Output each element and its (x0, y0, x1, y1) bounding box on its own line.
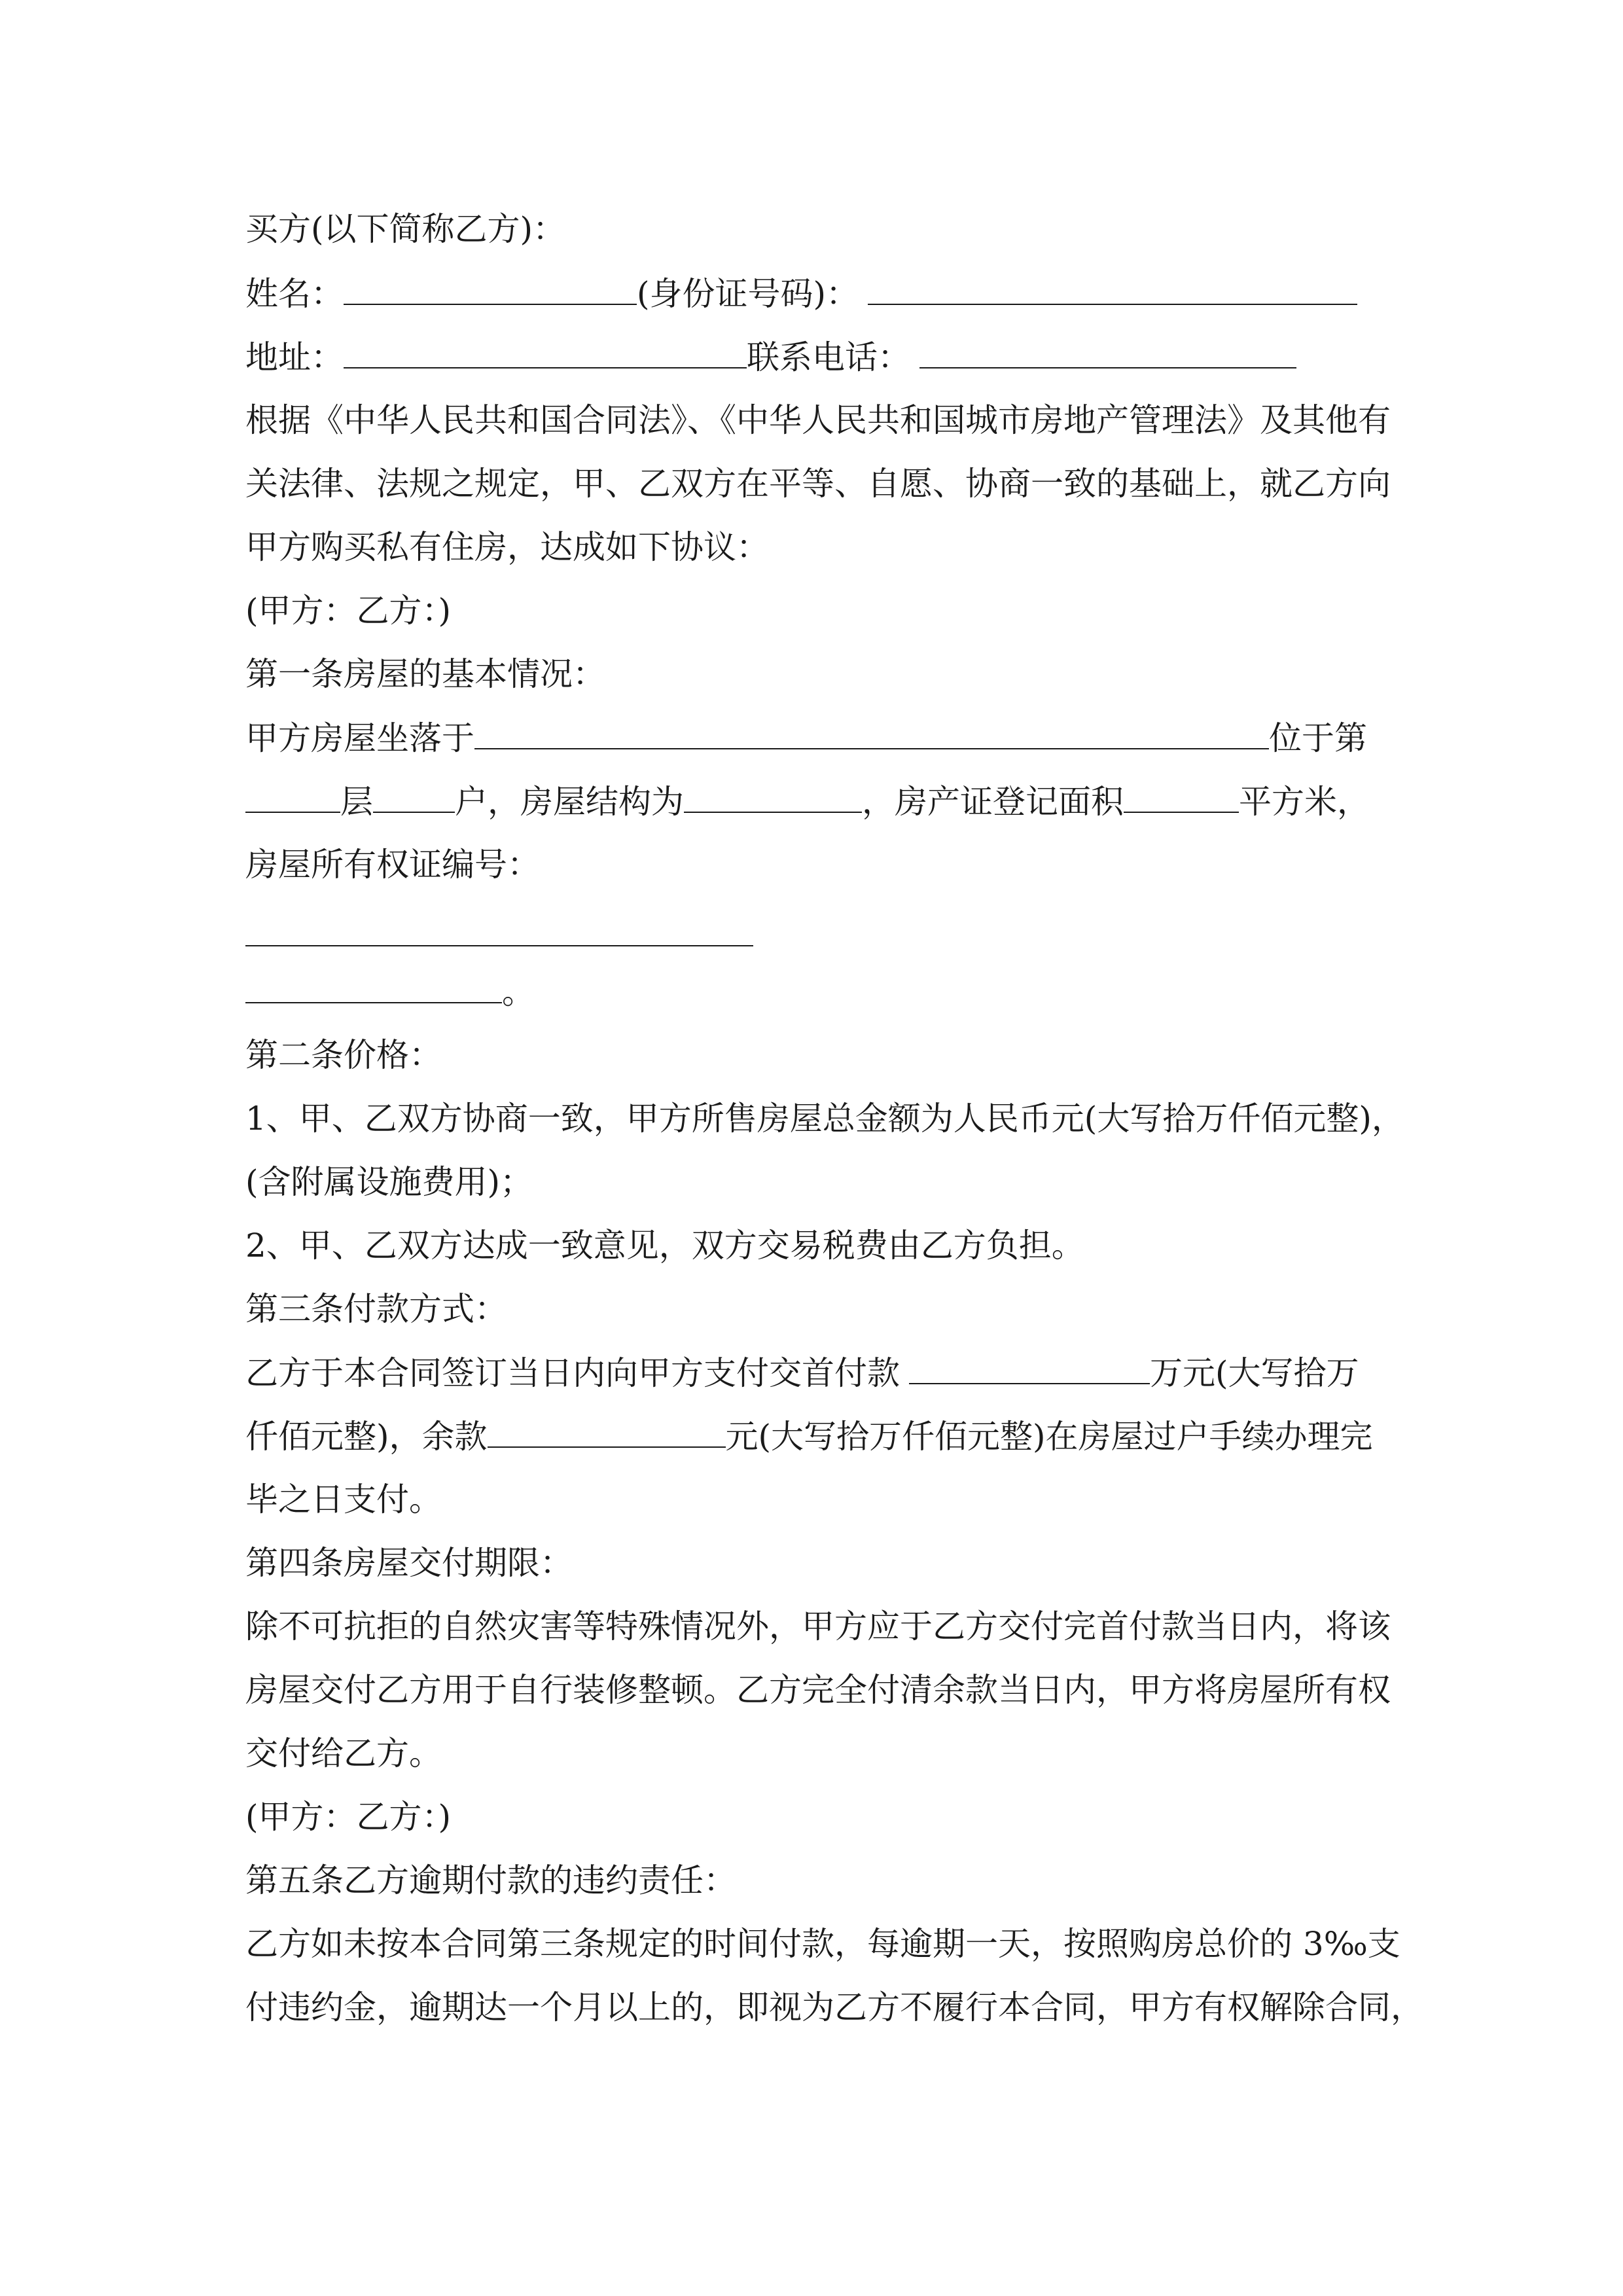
text: 。 (502, 973, 535, 1011)
text: 位于第 (1269, 719, 1367, 757)
name-label: 姓名： (245, 275, 344, 313)
buyer-heading (245, 209, 565, 249)
cert-end-line (245, 972, 535, 1012)
text: 层 (340, 783, 373, 821)
text: (含附属设施费用)； (245, 1163, 533, 1201)
payment-line (245, 1353, 1359, 1393)
text: 第三条付款方式： (245, 1290, 507, 1328)
text: 第四条房屋交付期限： (245, 1544, 573, 1582)
text: 交付给乙方。 (245, 1734, 442, 1772)
text: 关法律、法规之规定，甲、乙双方在平等、自愿、协商一致的基础上，就乙方向 (245, 465, 1391, 503)
para-line (245, 1480, 442, 1519)
article-heading (245, 1035, 442, 1075)
structure-blank[interactable] (684, 781, 862, 813)
payment-line (245, 1416, 1373, 1456)
article-heading (245, 655, 605, 694)
article-heading (245, 1289, 507, 1329)
text: 仟佰元整)，余款 (245, 1418, 488, 1456)
address-label: 地址： (245, 338, 344, 376)
text: 毕之日支付。 (245, 1480, 442, 1518)
text: 第一条房屋的基本情况： (245, 655, 605, 693)
text: 万元(大写拾万 (1150, 1354, 1359, 1392)
id-label: (身份证号码)： (637, 275, 859, 313)
cert-label-line (245, 845, 540, 884)
text: (甲方：乙方：) (245, 1798, 452, 1836)
para-line (245, 464, 1391, 503)
text: 除不可抗拒的自然灾害等特殊情况外，甲方应于乙方交付完首付款当日内，将该 (245, 1607, 1391, 1645)
text: 乙方如未按本合同第三条规定的时间付款，每逾期一天，按照购房总价的 3‰支 (245, 1925, 1400, 1963)
name-blank[interactable] (344, 274, 637, 305)
address-phone-line (245, 337, 1296, 377)
area-blank[interactable] (1124, 781, 1239, 813)
para-line (245, 1988, 1423, 2027)
text: 甲方购买私有住房，达成如下协议： (245, 528, 769, 566)
text: 房屋所有权证编号： (245, 846, 540, 884)
location-blank[interactable] (474, 718, 1269, 749)
text: 乙方于本合同签订当日内向甲方支付交首付款 (245, 1354, 900, 1392)
name-id-line (245, 274, 1357, 314)
down-payment-blank[interactable] (909, 1353, 1150, 1384)
text: 1、甲、乙双方协商一致，甲方所售房屋总金额为人民币元(大写拾万仟佰元整)， (245, 1100, 1404, 1138)
signature-note (245, 1797, 451, 1837)
location-line (245, 718, 1367, 758)
text: 买方(以下简称乙方)： (245, 210, 566, 248)
para-line (245, 1924, 1400, 1964)
text: ，房产证登记面积 (862, 783, 1124, 821)
phone-blank[interactable] (919, 337, 1296, 368)
cert-number-blank[interactable] (245, 945, 753, 946)
text: 第二条价格： (245, 1036, 442, 1074)
para-line (245, 1607, 1391, 1646)
text: 元(大写拾万仟佰元整)在房屋过户手续办理完 (725, 1418, 1373, 1456)
article-heading (245, 1861, 736, 1900)
signature-note (245, 591, 451, 630)
para-line (245, 1099, 1404, 1138)
text: 甲方房屋坐落于 (245, 719, 474, 757)
text: 2、甲、乙双方达成一致意见，双方交易税费由乙方负担。 (245, 1227, 1084, 1265)
para-line (245, 1670, 1391, 1710)
text: 第五条乙方逾期付款的违约责任： (245, 1861, 736, 1899)
id-blank[interactable] (868, 274, 1357, 305)
text: 房屋交付乙方用于自行装修整顿。乙方完全付清余款当日内，甲方将房屋所有权 (245, 1671, 1391, 1709)
text: 户，房屋结构为 (455, 783, 684, 821)
para-line (245, 1162, 533, 1202)
phone-label: 联系电话： (747, 338, 910, 376)
balance-blank[interactable] (488, 1416, 726, 1448)
text: (甲方：乙方：) (245, 592, 452, 630)
para-line (245, 1734, 442, 1773)
cert-number-blank[interactable] (245, 972, 502, 1003)
text: 付违约金，逾期达一个月以上的，即视为乙方不履行本合同，甲方有权解除合同， (245, 1988, 1423, 2026)
para-line (245, 1226, 1084, 1265)
floor-line (245, 781, 1370, 821)
text: 平方米， (1239, 783, 1370, 821)
address-blank[interactable] (344, 337, 747, 368)
text: 根据《中华人民共和国合同法》、《中华人民共和国城市房地产管理法》及其他有 (245, 401, 1391, 439)
para-line (245, 528, 769, 567)
article-heading (245, 1543, 573, 1583)
unit-blank[interactable] (373, 781, 455, 813)
floor-blank[interactable] (245, 781, 340, 813)
para-line (245, 401, 1391, 440)
